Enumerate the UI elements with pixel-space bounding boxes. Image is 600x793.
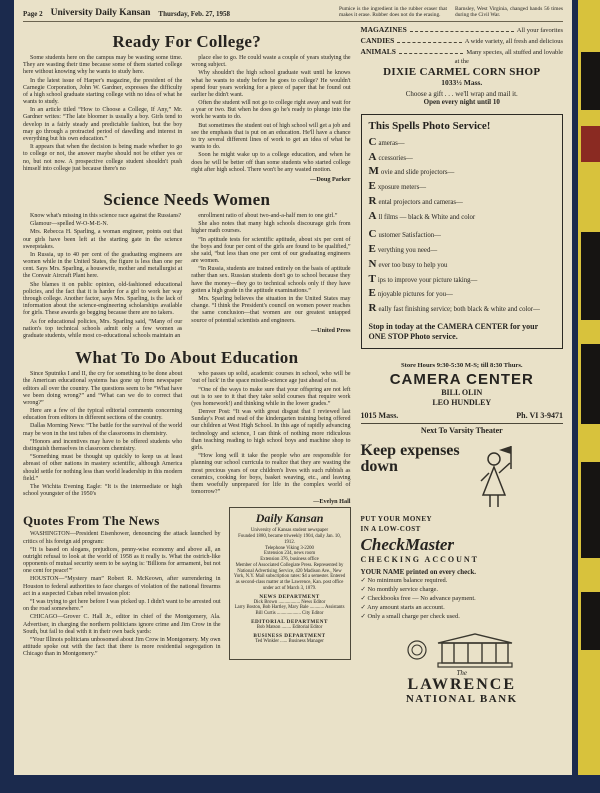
article-headline: Quotes From The News (23, 513, 160, 529)
article-paragraph: Glamour—spelled W-O-M-E-N. (30, 221, 109, 228)
article-paragraph: In the latest issue of Harper's magazine, the president of the Carnegie Corporation, John W. Gardner, expresses the difficulty of a high school graduate starting college with no idea of what he wants to study. (23, 77, 183, 106)
bank-name-suffix: NATIONAL BANK (405, 692, 518, 705)
article-paragraph: Know what's missing in this science race against the Russians? (30, 212, 182, 219)
masthead-section-header: EDITORIAL DEPARTMENT (251, 618, 328, 625)
acrostic-line: All films — black & White and color (368, 209, 476, 222)
checkmaster-ad (361, 443, 563, 621)
page-date: Thursday, Feb. 27, 1958 (158, 10, 230, 18)
article-column (23, 55, 182, 183)
article-about-education (23, 348, 351, 505)
acrostic-line: Really fast finishing service; both black & white and color— (368, 302, 540, 315)
masthead-staff-line: Dick Brown .................. News Editor (253, 599, 326, 605)
acrostic-line: Exposure meters— (368, 180, 427, 193)
article-headline: Ready For College? (112, 31, 262, 51)
article-column (23, 213, 182, 341)
article-headline: What To Do About Education (75, 348, 299, 368)
masthead-staff-line: Bob Matson ........ Editorial Editor (256, 624, 323, 630)
advertising-column (361, 25, 563, 705)
checklist-item: ✓ No minimum balance required. (360, 576, 448, 584)
benefits-checklist (361, 577, 563, 621)
store-address: 1033½ Mass. (441, 77, 483, 87)
adjacent-page-ad-block (581, 344, 600, 424)
article-column (191, 213, 350, 341)
article-paragraph: “How long will it take the people who are responsible for planning our school curricula to realize that they are wasting the most precious years of our children's lives with such rubbish as ceramics, cooking for boys, basket weaving, etc., and leaving them woefully unprepared for life in the complex world of tomorrow?” (191, 453, 351, 496)
ad-headline: This Spells Photo Service! (368, 119, 491, 132)
editorial-column (23, 25, 351, 705)
acrostic-line: Movie and slide projectors— (368, 165, 455, 178)
acrostic-line: Cameras— (368, 135, 405, 148)
article-paragraph: Why shouldn't the high school graduate wait until he knows what he wants to study before he goes to college? He wouldn't spend four years working for a piece of paper that he found out earlier he didn't want. (191, 70, 351, 98)
article-paragraph: place else to go. He could waste a couple of years studying the wrong subject. (191, 54, 351, 69)
article-paragraph: Denver Post: “It was with great disgust that I reviewed last Sunday's Post and read of the kindergarten training being offered our children at West High School. In this age of rapidly advancing technology and science, I can think of nothing more ridiculous than teaching reading to high school boys and machine shop to girls. (191, 409, 351, 452)
quote-paragraph: CHICAGO—Grover C. Hall Jr., editor in chief of the Montgomery, Ala. Advertiser, in charging the northern politicians ignore crime and Jim Crow in the South, but fail to deal with it in their own back yards: (23, 614, 221, 635)
article-ready-for-college (23, 32, 351, 183)
masthead-staff-line: Larry Boston, Bob Hartley, Mary Bale ............ Assistants (234, 605, 345, 611)
product-name: CheckMaster (360, 534, 455, 554)
quote-paragraph: HOUSTON—“Mystery man” Robert R. McKeown, after surrendering in Houston to federal authorities to face charges of violation of the national firearms act in a suspected Cuban rebel invasion plot: (23, 576, 221, 597)
checklist-item: ✓ Only a small charge per check used. (360, 612, 460, 620)
quote-paragraph: “Your Illinois politicians unbosomed about Jim Crow in Montgomery. My own attitude spoke out with the fact that there is more residential segregation in Chicago than in Montgomery.” (23, 636, 221, 658)
paper-name: University Daily Kansan (50, 8, 151, 18)
lawrence-bank-ad (361, 631, 563, 705)
article-paragraph: Dallas Morning News: “The battle for the survival of the world may be won in the test tubes of the classrooms in chemistry. (23, 423, 183, 437)
adjacent-page-ad-block (581, 592, 600, 650)
masthead-business-dept (234, 633, 346, 645)
ad-item-desc: A wide variety, all fresh and delicious (464, 37, 563, 45)
article-paragraph: It appears that when the decision is being made whether to go to college or not, the answer maybe should not be either yes or no, but not now. A prospective college student shouldn't push himself into college just because there's no (23, 144, 183, 172)
ad-item-label: ANIMALS (360, 46, 396, 56)
article-science-needs-women (23, 190, 351, 341)
article-paragraph: Since Sputniks I and II, the cry for something to be done about the American educational systems has gone up from newspaper editors all over the country. The questions seem to be “What have we been doing wrong?” and “What can we do to correct that wrong?” (23, 371, 183, 406)
ad-item-desc: Many species, all stuffed and lovable (466, 48, 563, 56)
acrostic-camera (369, 136, 555, 224)
adjacent-page-ad-block (581, 462, 600, 558)
byline: —Evelyn Hall (313, 498, 351, 506)
page-header (23, 6, 563, 22)
adjacent-page-ad-block (581, 126, 600, 162)
ad-item-label: CANDIES (360, 35, 395, 45)
checklist-item: ✓ Any amount starts an account. (360, 603, 445, 611)
acrostic-line: Rental projectors and cameras— (368, 194, 463, 207)
ad-text: YOUR NAME printed on every check. (360, 567, 477, 576)
article-paragraph: Mrs. Sparling believes the situation in the United States may change. “I think the President's council on women power reaches the same conclusion—that women are our greatest untapped source of potential scientists and engineers. (191, 296, 351, 324)
ad-text: at the (454, 57, 469, 65)
masthead-line: University of Kansas student newspaper (250, 528, 329, 534)
masthead-line: Extension 234, news room (263, 551, 316, 557)
checklist-item: ✓ No monthly service charge. (360, 585, 438, 593)
article-paragraph: Soon he might wake up to a college education, and when he does he will be better off than some students who started college right after high school. There won't be any wasted motion. (191, 152, 351, 173)
acrostic-line: Accessories— (368, 150, 413, 163)
bank-name: LAWRENCE (407, 675, 516, 693)
ad-call-to-action: Stop in today at the CAMERA CENTER for your ONE STOP Photo service. (368, 321, 539, 342)
checklist-item: ✓ Checkbooks free — No advance payment. (360, 594, 476, 602)
article-paragraph: Here are a few of the typical editorial comments concerning education from editors in different sections of the country. (23, 408, 183, 422)
quote-paragraph: “I was trying to get here before I was picked up. I didn't want to be arrested out on the road somewhere.” (23, 599, 221, 613)
ad-headline: Keep expenses down (360, 441, 460, 476)
store-address: 1015 Mass. (360, 410, 399, 420)
store-name: DIXIE CARMEL CORN SHOP (383, 65, 541, 78)
masthead-section-header: BUSINESS DEPARTMENT (253, 632, 326, 639)
article-paragraph: In an article titled “How to Choose a College, If Any,” Mr. Gardner writes: “The late bloomer is usually a boy. Girls tend to develop in a fairly steady and predictable fashion, but the boy may go through a protracted period of dawdling and interest in everything but his own education.” (23, 107, 183, 143)
adjacent-page-ad-block (581, 52, 600, 110)
ad-item-label: MAGAZINES (360, 24, 407, 34)
article-column (191, 371, 350, 505)
photo-service-ad (361, 114, 563, 349)
masthead-staff-line: Bill Curtis .................... City Editor (255, 611, 324, 617)
acrostic-center (369, 228, 555, 316)
quote-paragraph: WASHINGTON—President Eisenhower, denouncing the attack launched by critics of his foreign aid program: (23, 531, 221, 545)
article-paragraph: But sometimes the student out of high school will get a job and see the emphasis that is put on an education. He'll have a chance to try several different lines of work to get an idea of what he wants to do. (191, 122, 351, 151)
store-name: CAMERA CENTER (389, 370, 534, 388)
masthead-staff-line: Ted Winkler ...... Business Manager (255, 638, 324, 644)
header-filler-texts (238, 6, 563, 19)
dotted-leader (399, 53, 463, 54)
article-paragraph: The Wichita Evening Eagle: “It is the intermediate or high school youngster of the 1950's (23, 483, 183, 498)
article-paragraph: As for educational policies, Mrs. Sparling said, “Many of our nation's top technical schools admit only a few women as graduate students, while most co-educational schools maintain an (23, 318, 183, 339)
ad-line (361, 25, 563, 34)
product-subtitle: CHECKING ACCOUNT (360, 554, 479, 564)
masthead-line: Telephone Viking 3-2200 (265, 545, 314, 551)
filler-note: Barnsley, West Virginia, changed hands 56 times during the Civil War. (455, 6, 563, 19)
byline: —Doug Parker (310, 175, 351, 183)
ad-text: Choose a gift . . . we'll wrap and mail it. (405, 89, 518, 98)
article-paragraph: In Russia, up to 40 per cent of the graduating engineers are women while in the United States, the figure is less than one per cent. Says Mrs. Sparling, a housewife, mother and metallurgist at the Convair Aircraft Plant here. (23, 251, 183, 280)
article-paragraph: Mrs. Rebecca H. Sparling, a woman engineer, points out that our girls have been left at the starting gate in the science sweepstakes. (23, 229, 183, 250)
masthead-line: Extension 376, business office (260, 557, 319, 563)
filler-note: Pumice is the ingredient in the rubber eraser that makes it erase. Rubber does not do the erasing. (339, 6, 447, 19)
byline: —United Press (310, 326, 351, 334)
masthead-line: Member of Associated Collegiate Press. Represented by National Advertising Service, 420 Madison Ave., New York, N.Y. Mail subscription rates: $4 a semester. Entered as second-class matter at the Lawrence, Kan. post office under act of March 3, 1879. (233, 562, 346, 591)
masthead-info (234, 528, 346, 591)
dotted-leader (410, 31, 514, 32)
masthead-title: Daily Kansan (255, 511, 324, 526)
article-paragraph: Often the student will not go to college right away and wait for a year or two. But when he does go he's ready to plunge into the work he wants to do. (191, 100, 351, 121)
ad-line (361, 36, 563, 45)
cartoon-figure (475, 443, 519, 513)
article-paragraph: She also notes that many high schools discourage girls from higher math courses. (191, 221, 351, 235)
article-paragraph: “In aptitude tests for scientific aptitude, about six per cent of the boys and four per cent of the girls are found to be qualified,” she said, “but less than one per cent of our graduating engineers are women. (191, 236, 351, 265)
article-quotes-from-news (23, 507, 221, 659)
page-number: Page 2 (23, 10, 43, 18)
article-paragraph: “In Russia, students are trained entirely on the basis of aptitude rather than sex. Russian students don't go to school because they have the money—they go to technical schools only if they have gotten a high grade in the aptitude examinations.” (191, 266, 351, 294)
store-hours: Store Hours 9:30-5:30 M-S; till 8:30 Thurs. (400, 361, 523, 369)
dixie-carmel-corn-ad (361, 25, 563, 106)
store-location-note: Next To Varsity Theater (361, 423, 563, 435)
ad-text: IN A LOW-COST (360, 524, 421, 533)
article-column (23, 371, 182, 505)
acrostic-line: Customer Satisfaction— (368, 228, 441, 241)
article-paragraph: who passes up solid, academic courses in school, who will be 'out of luck' in the space missile-science age just ahead of us. (191, 371, 351, 385)
ad-line (361, 47, 563, 56)
article-paragraph: “Something must be thought up quickly to keep us at least abreast of other nations in mastery scientific, although America should settle for nothing less than world leadership in this modern field.” (23, 454, 183, 482)
page-content (23, 25, 563, 705)
acrostic-line: Never too busy to help you (368, 257, 448, 270)
bank-name-prefix: The (456, 668, 468, 677)
owner-name: LEO HUNDLEY (432, 398, 492, 408)
bank-building-illustration (432, 631, 518, 669)
article-paragraph: enrollment ratio of about two-and-a-half men to one girl.” (198, 212, 338, 219)
ad-text: Open every night until 10 (423, 97, 500, 106)
ad-text: PUT YOUR MONEY (360, 514, 433, 523)
masthead-news-dept (234, 594, 346, 617)
article-column (191, 55, 350, 183)
adjacent-page-edge (578, 0, 600, 775)
article-paragraph: “Honors and incentives may have to be offered students who distinguish themselves in classroom chemistry. (23, 438, 183, 453)
ad-item-desc: All your favorites (516, 26, 563, 34)
camera-center-ad (361, 357, 563, 435)
store-phone: Ph. VI 3-9471 (516, 410, 563, 420)
masthead-line: Founded 1880, became triweekly 1904, daily Jan. 10, 1912. (238, 534, 341, 545)
adjacent-page-ad-block (581, 232, 600, 320)
acrostic-line: Everything you need— (368, 243, 438, 256)
article-paragraph: She blames it on public opinion, old-fashioned educational policies, and the fact that it is harder for a girl to work her way through college. Another factor, says Mrs. Sparling, is the lack of information about the science-engineering scholarships available for girls. These awards go begging because there are no takers. (23, 281, 183, 317)
dotted-leader (397, 42, 461, 43)
masthead-box (229, 507, 351, 659)
masthead-editorial-dept (234, 619, 346, 631)
acrostic-line: Enjoyable pictures for you— (368, 287, 453, 300)
article-headline: Science Needs Women (103, 189, 271, 209)
acrostic-line: Tips to improve your picture taking— (368, 272, 478, 285)
established-seal (406, 639, 428, 661)
owner-name: BILL OLIN (441, 387, 483, 397)
quote-paragraph: “It is based on slogans, prejudices, penny-wise economy and above all, an outright refusal to look at the world of 1958 as it really is. What the ostrich-like opponents of mutual security seem to be saying is: 'Billions for armament, but not one cent for peace!'” (23, 546, 221, 575)
left-binding-edge (0, 0, 14, 793)
newspaper-paper (14, 0, 572, 775)
article-paragraph: Some students here on the campus may be wasting some time. They are wasting their time because some of them started college here without knowing why he wants to study here. (23, 54, 183, 76)
masthead-section-header: NEWS DEPARTMENT (259, 593, 320, 600)
article-paragraph: “One of the ways to make sure that your offspring are not left out is to see to it that they take solid courses that require work (yes homework!) and thinking while in the lower grades.” (191, 386, 351, 407)
